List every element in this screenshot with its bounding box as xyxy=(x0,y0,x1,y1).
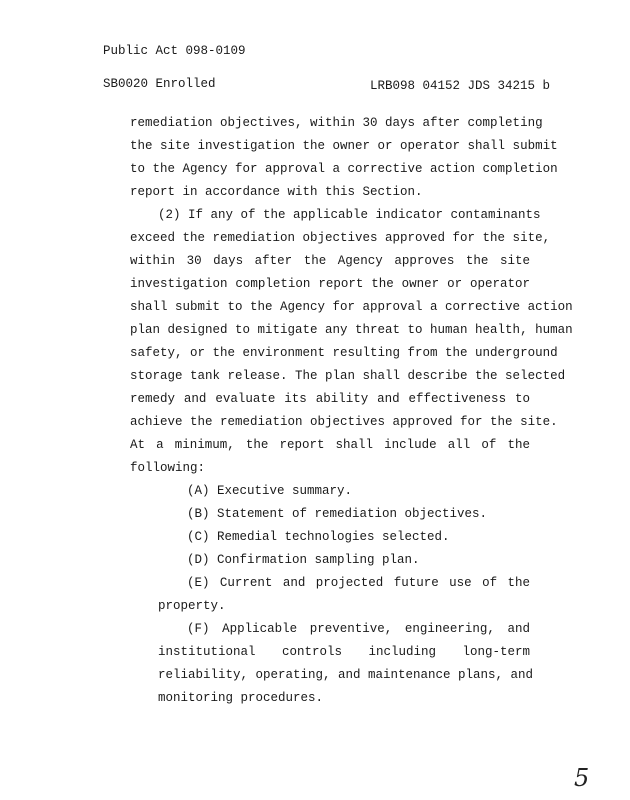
text-line: storage tank release. The plan shall describe the selected xyxy=(130,369,566,383)
list-item-e-cont: property. xyxy=(158,599,226,613)
text-line: the site investigation the owner or operator shall submit xyxy=(130,139,558,153)
text-line: remediation objectives, within 30 days after completing xyxy=(130,116,543,130)
list-item-f: (F) Applicable preventive, engineering, and xyxy=(187,622,530,636)
list-item-f-cont: institutional controls including long-term xyxy=(158,645,530,659)
text-line: achieve the remediation objectives approved for the site. xyxy=(130,415,558,429)
text-line: within 30 days after the Agency approves the site xyxy=(130,254,530,268)
paragraph-2-start: (2) If any of the applicable indicator contaminants xyxy=(158,208,541,222)
text-line: exceed the remediation objectives approved for the site, xyxy=(130,231,551,245)
text-line: to the Agency for approval a corrective action completion xyxy=(130,162,558,176)
header-bill: SB0020 Enrolled xyxy=(103,77,216,91)
list-item-f-cont: monitoring procedures. xyxy=(158,691,324,705)
text-line: safety, or the environment resulting from the underground xyxy=(130,346,558,360)
text-line: report in accordance with this Section. xyxy=(130,185,423,199)
text-line: investigation completion report the owner or operator xyxy=(130,277,530,291)
list-item-a: (A) Executive summary. xyxy=(187,484,353,498)
list-item-f-cont: reliability, operating, and maintenance plans, and xyxy=(158,668,534,682)
text-line: shall submit to the Agency for approval a corrective action xyxy=(130,300,573,314)
page-number: 5 xyxy=(574,764,590,792)
text-line: following: xyxy=(130,461,206,475)
header-lrb: LRB098 04152 JDS 34215 b xyxy=(370,79,551,93)
header-public-act: Public Act 098-0109 xyxy=(103,44,246,58)
list-item-b: (B) Statement of remediation objectives. xyxy=(187,507,488,521)
text-line: At a minimum, the report shall include all of the xyxy=(130,438,530,452)
text-line: plan designed to mitigate any threat to human health, human xyxy=(130,323,573,337)
list-item-c: (C) Remedial technologies selected. xyxy=(187,530,450,544)
text-line: remedy and evaluate its ability and effectiveness to xyxy=(130,392,530,406)
list-item-e: (E) Current and projected future use of the xyxy=(187,576,530,590)
list-item-d: (D) Confirmation sampling plan. xyxy=(187,553,420,567)
